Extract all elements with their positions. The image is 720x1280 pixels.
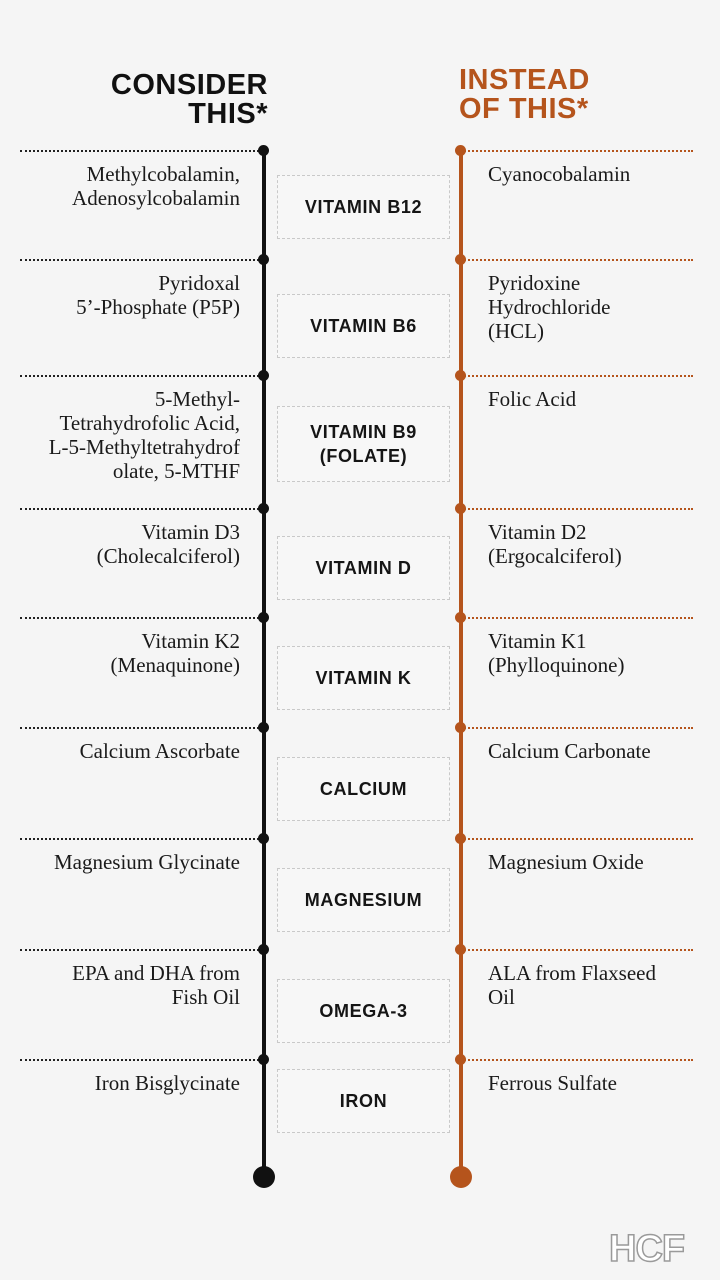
nutrient-label: IRON: [277, 1069, 450, 1133]
consider-form-text: Calcium Ascorbate: [79, 739, 240, 763]
consider-heading-line2: THIS*: [188, 98, 268, 130]
row-divider-left: [20, 949, 263, 951]
timeline-node-left: [258, 370, 269, 381]
consider-heading-line1: CONSIDER: [110, 69, 268, 101]
instead-form-text: Ferrous Sulfate: [488, 1071, 617, 1095]
timeline-node-right: [455, 612, 466, 623]
instead-heading-line2: OF THIS*: [459, 93, 589, 125]
row-divider-right: [461, 727, 693, 729]
timeline-node-left: [258, 722, 269, 733]
row-divider-right: [461, 1059, 693, 1061]
instead-form-text: Calcium Carbonate: [488, 739, 651, 763]
nutrient-label: OMEGA-3: [277, 979, 450, 1043]
timeline-node-right: [455, 1054, 466, 1065]
row-divider-left: [20, 1059, 263, 1061]
timeline-node-right: [455, 370, 466, 381]
instead-form-text: Pyridoxine Hydrochloride (HCL): [488, 271, 611, 343]
timeline-node-left: [258, 145, 269, 156]
consider-form-text: Methylcobalamin, Adenosylcobalamin: [72, 162, 240, 210]
nutrient-label: VITAMIN B6: [277, 294, 450, 358]
nutrient-label: VITAMIN D: [277, 536, 450, 600]
timeline-node-right: [455, 254, 466, 265]
consider-form-text: 5-Methyl- Tetrahydrofolic Acid, L-5-Methyltetrahydrof olate, 5-MTHF: [48, 387, 240, 483]
nutrient-label: VITAMIN B12: [277, 175, 450, 239]
timeline-node-right: [455, 145, 466, 156]
instead-form-text: Vitamin K1 (Phylloquinone): [488, 629, 625, 677]
timeline-node-right: [455, 503, 466, 514]
nutrient-label: MAGNESIUM: [277, 868, 450, 932]
consider-form-text: Pyridoxal 5’-Phosphate (P5P): [76, 271, 240, 319]
row-divider-right: [461, 949, 693, 951]
consider-form-text: Iron Bisglycinate: [94, 1071, 240, 1095]
timeline-node-left: [258, 833, 269, 844]
row-divider-left: [20, 150, 263, 152]
consider-form-text: Vitamin D3 (Cholecalciferol): [96, 520, 240, 568]
hcf-logo: HCF: [609, 1228, 685, 1270]
instead-timeline-end-dot: [450, 1166, 472, 1188]
timeline-node-right: [455, 722, 466, 733]
instead-form-text: Vitamin D2 (Ergocalciferol): [488, 520, 622, 568]
row-divider-right: [461, 617, 693, 619]
row-divider-right: [461, 838, 693, 840]
consider-timeline-line: [262, 149, 266, 1177]
instead-form-text: Cyanocobalamin: [488, 162, 631, 186]
timeline-node-left: [258, 503, 269, 514]
consider-form-text: EPA and DHA from Fish Oil: [72, 961, 240, 1009]
instead-form-text: Folic Acid: [488, 387, 577, 411]
row-divider-left: [20, 259, 263, 261]
consider-form-text: Magnesium Glycinate: [53, 850, 240, 874]
row-divider-left: [20, 838, 263, 840]
nutrient-label: VITAMIN K: [277, 646, 450, 710]
timeline-node-left: [258, 612, 269, 623]
row-divider-left: [20, 727, 263, 729]
timeline-node-left: [258, 1054, 269, 1065]
timeline-node-left: [258, 944, 269, 955]
nutrient-label: VITAMIN B9 (FOLATE): [277, 406, 450, 482]
row-divider-right: [461, 150, 693, 152]
timeline-node-left: [258, 254, 269, 265]
consider-form-text: Vitamin K2 (Menaquinone): [110, 629, 240, 677]
timeline-node-right: [455, 944, 466, 955]
row-divider-right: [461, 375, 693, 377]
instead-of-this-heading: [459, 66, 590, 124]
instead-form-text: ALA from Flaxseed Oil: [488, 961, 656, 1009]
row-divider-left: [20, 375, 263, 377]
row-divider-right: [461, 259, 693, 261]
consider-timeline-end-dot: [253, 1166, 275, 1188]
nutrient-label: CALCIUM: [277, 757, 450, 821]
instead-form-text: Magnesium Oxide: [488, 850, 644, 874]
row-divider-left: [20, 508, 263, 510]
instead-timeline-line: [459, 149, 463, 1177]
row-divider-left: [20, 617, 263, 619]
consider-this-heading: [111, 71, 268, 129]
row-divider-right: [461, 508, 693, 510]
instead-heading-line1: INSTEAD: [459, 64, 590, 96]
timeline-node-right: [455, 833, 466, 844]
